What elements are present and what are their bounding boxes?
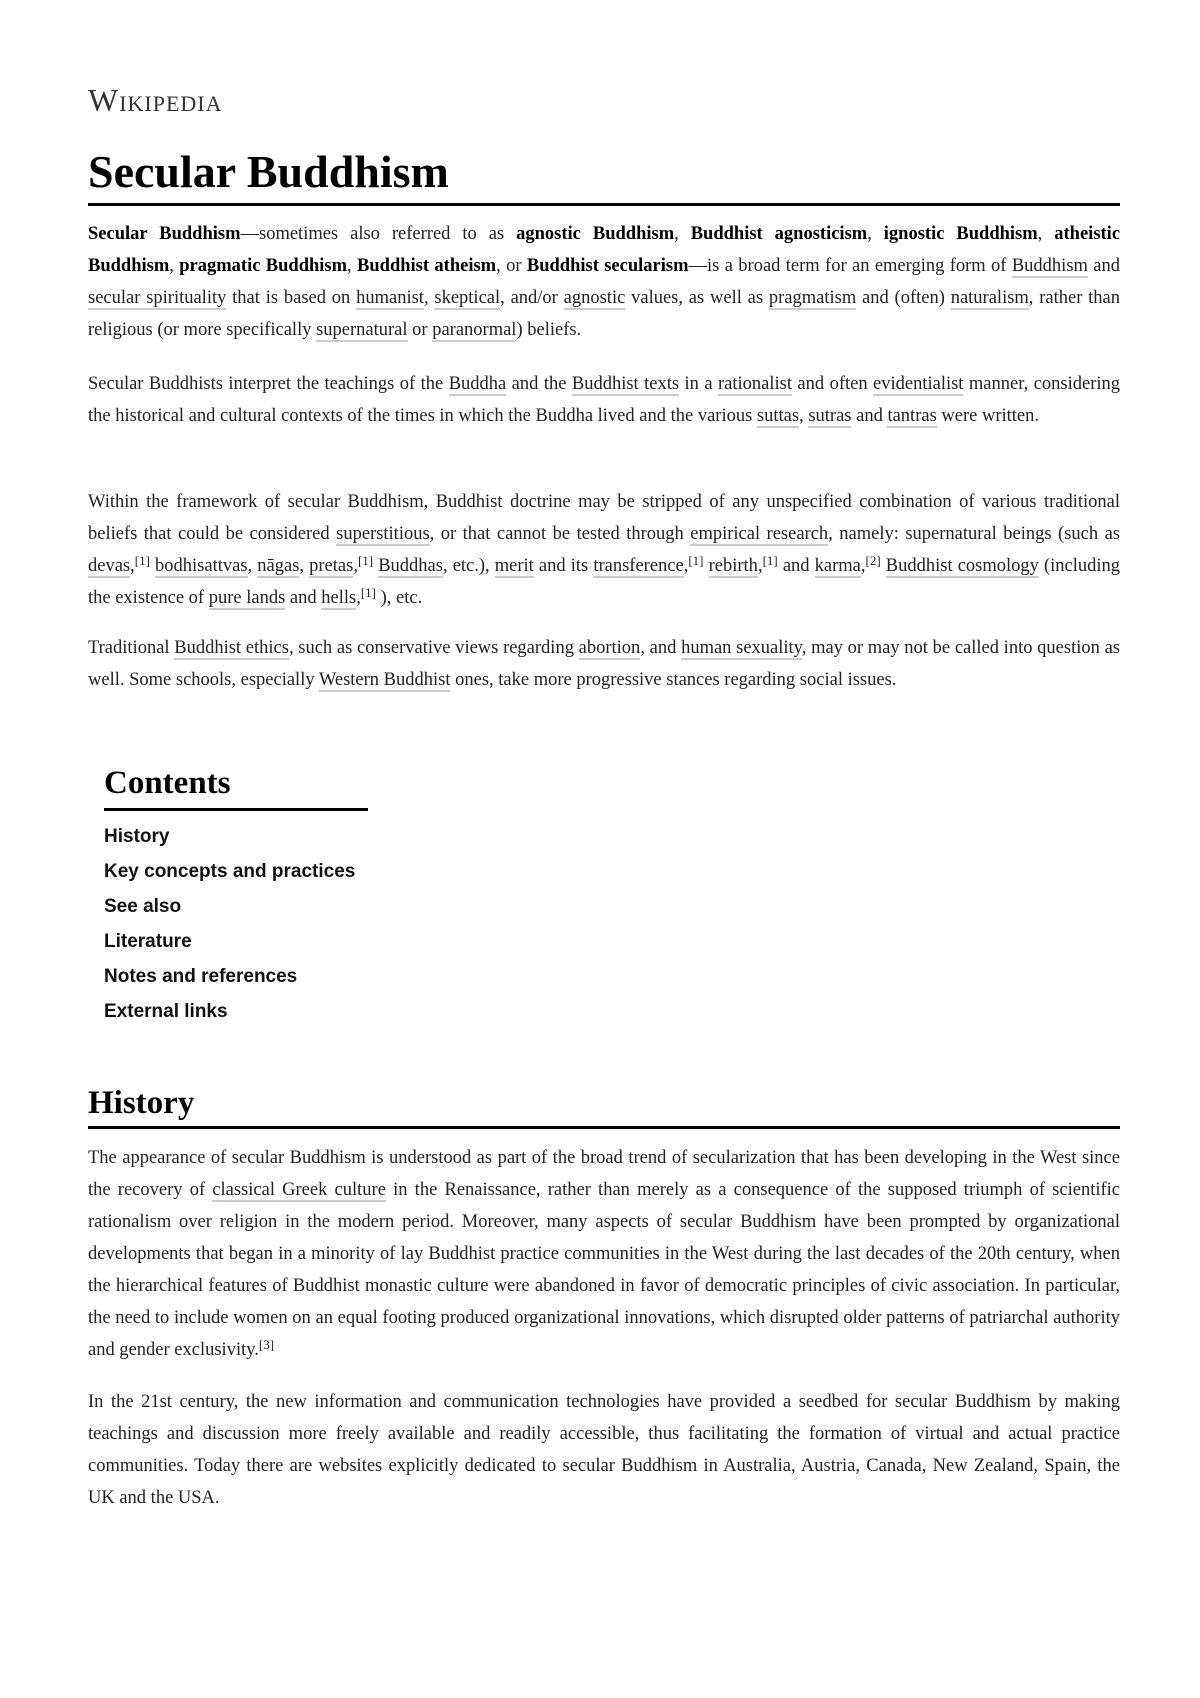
link-rebirth[interactable]: rebirth [708,556,758,576]
page-title: Secular Buddhism [88,146,1120,206]
link-superstitious[interactable]: superstitious [336,524,430,544]
citation[interactable]: [3] [258,1337,275,1352]
link-humanist[interactable]: humanist [356,288,424,308]
link-bodhisattvas[interactable]: bodhisattvas [155,556,248,576]
toc-item-literature[interactable]: Literature [104,930,192,952]
citation[interactable]: [1] [762,553,778,568]
link-naturalism[interactable]: naturalism [950,288,1029,308]
link-supernatural[interactable]: supernatural [316,320,408,340]
link-skeptical[interactable]: skeptical [434,288,501,308]
wikipedia-logo[interactable]: Wikipedia [88,82,223,118]
link-evidentialist[interactable]: evidentialist [873,374,964,394]
history-paragraph-2: In the 21st century, the new information and communication technologies have provided a seedbed for secular Buddhism by making teachings and discussion more freely available and readily accessible, thus facilitating the formation of virtual and actual practice communities. Today there are websites explicitly dedicated to secular Buddhism in Australia, Austria, Canada, New Zealand, Spain, the UK and the USA. [88,1392,1120,1508]
link-pretas[interactable]: pretas [309,556,354,576]
link-nagas[interactable]: nāgas [257,556,300,576]
link-classical-greek-culture[interactable]: classical Greek culture [212,1180,386,1200]
link-pure-lands[interactable]: pure lands [208,588,286,608]
table-of-contents [104,764,368,1029]
toc-item-key-concepts[interactable]: Key concepts and practices [104,860,356,882]
bold-term: atheistic Buddhism [88,224,1121,276]
link-pragmatism[interactable]: pragmatism [768,288,857,308]
intro-paragraph-2: Secular Buddhists interpret the teachings of the Buddha and the Buddhist texts in a rationalist and often evidentialist manner, considering the historical and cultural contexts of the times in which the Buddha lived and the various suttas, sutras and tantras were written. [88,374,1120,426]
link-devas[interactable]: devas [88,556,131,576]
toc-heading: Contents [104,764,368,811]
link-western-buddhist[interactable]: Western Buddhist [318,670,451,690]
history-paragraph-1: The appearance of secular Buddhism is understood as part of the broad trend of secularization that has been developing in the West since the recovery of classical Greek culture in the Renaissance, rather than merely as a consequence of the supposed triumph of scientific rationalism over religion in the modern period. Moreover, many aspects of secular Buddhism have been prompted by organizational developments that began in a minority of lay Buddhist practice communities in the West during the last decades of the 20th century, when the hierarchical features of Buddhist monastic culture were abandoned in favor of democratic principles of civic association. In particular, the need to include women on an equal footing produced organizational innovations, which disrupted older patterns of patriarchal authority and gender exclusivity.[3] [88,1148,1120,1360]
toc-item-notes-references[interactable]: Notes and references [104,965,298,987]
link-tantras[interactable]: tantras [887,406,937,426]
link-buddhas[interactable]: Buddhas [378,556,443,576]
citation[interactable]: [1] [360,585,376,600]
toc-item-see-also[interactable]: See also [104,895,182,917]
toc-list [104,819,368,1029]
intro-paragraph-4: Traditional Buddhist ethics, such as conservative views regarding abortion, and human sexuality, may or may not be called into question as well. Some schools, especially Western Buddhist ones, take more progressive stances regarding social issues. [88,638,1120,690]
link-buddhist-ethics[interactable]: Buddhist ethics [174,638,289,658]
section-heading-history: History [88,1084,1120,1129]
intro-paragraph-3: Within the framework of secular Buddhism, Buddhist doctrine may be stripped of any unspecified combination of various traditional beliefs that could be considered superstitious, or that cannot be tested through empirical research, namely: supernatural beings (such as devas,[1] bodhisattvas, nāgas, pretas,[1] Buddhas, etc.), merit and its transference,[1] rebirth,[1] and karma,[2] Buddhist cosmology (including the existence of pure lands and hells,[1] ), etc. [88,492,1121,608]
link-rationalist[interactable]: rationalist [718,374,792,394]
citation[interactable]: [1] [688,553,704,568]
bold-term: Buddhist secularism [526,256,689,276]
toc-item-external-links[interactable]: External links [104,1000,228,1022]
link-suttas[interactable]: suttas [756,406,800,426]
link-abortion[interactable]: abortion [578,638,641,658]
citation[interactable]: [1] [357,553,374,568]
link-secular-spirituality[interactable]: secular spirituality [88,288,227,308]
link-merit[interactable]: merit [494,556,534,576]
link-sutras[interactable]: sutras [808,406,852,426]
intro-paragraph-1: Secular Buddhism—sometimes also referred to as agnostic Buddhism, Buddhist agnosticism, ignostic Buddhism, atheistic Buddhism, pragmatic Buddhism, Buddhist atheism, or Buddhist secularism—is a broad term for an emerging form of Buddhism and secular spirituality that is based on humanist, skeptical, and/or agnostic values, as well as pragmatism and (often) naturalism, rather than religious (or more specifically supernatural or paranormal) beliefs. [88,224,1121,340]
bold-term: Buddhist atheism [357,256,497,276]
link-buddhist-texts[interactable]: Buddhist texts [571,374,680,394]
link-empirical-research[interactable]: empirical research [690,524,829,544]
link-human-sexuality[interactable]: human sexuality [681,638,802,658]
link-buddha[interactable]: Buddha [448,374,507,394]
bold-term: ignostic Buddhism [883,224,1038,244]
bold-term: pragmatic Buddhism [179,256,348,276]
link-hells[interactable]: hells [321,588,357,608]
link-buddhist-cosmology[interactable]: Buddhist cosmology [885,556,1039,576]
link-transference[interactable]: transference [593,556,684,576]
link-agnostic[interactable]: agnostic [563,288,626,308]
link-buddhism[interactable]: Buddhism [1011,256,1088,276]
bold-term: agnostic Buddhism [516,224,675,244]
bold-term: Secular Buddhism [88,224,241,244]
citation[interactable]: [1] [134,553,150,568]
citation[interactable]: [2] [865,553,881,568]
link-paranormal[interactable]: paranormal [432,320,517,340]
toc-item-history[interactable]: History [104,825,170,847]
link-karma[interactable]: karma [814,556,861,576]
bold-term: Buddhist agnosticism [690,224,868,244]
